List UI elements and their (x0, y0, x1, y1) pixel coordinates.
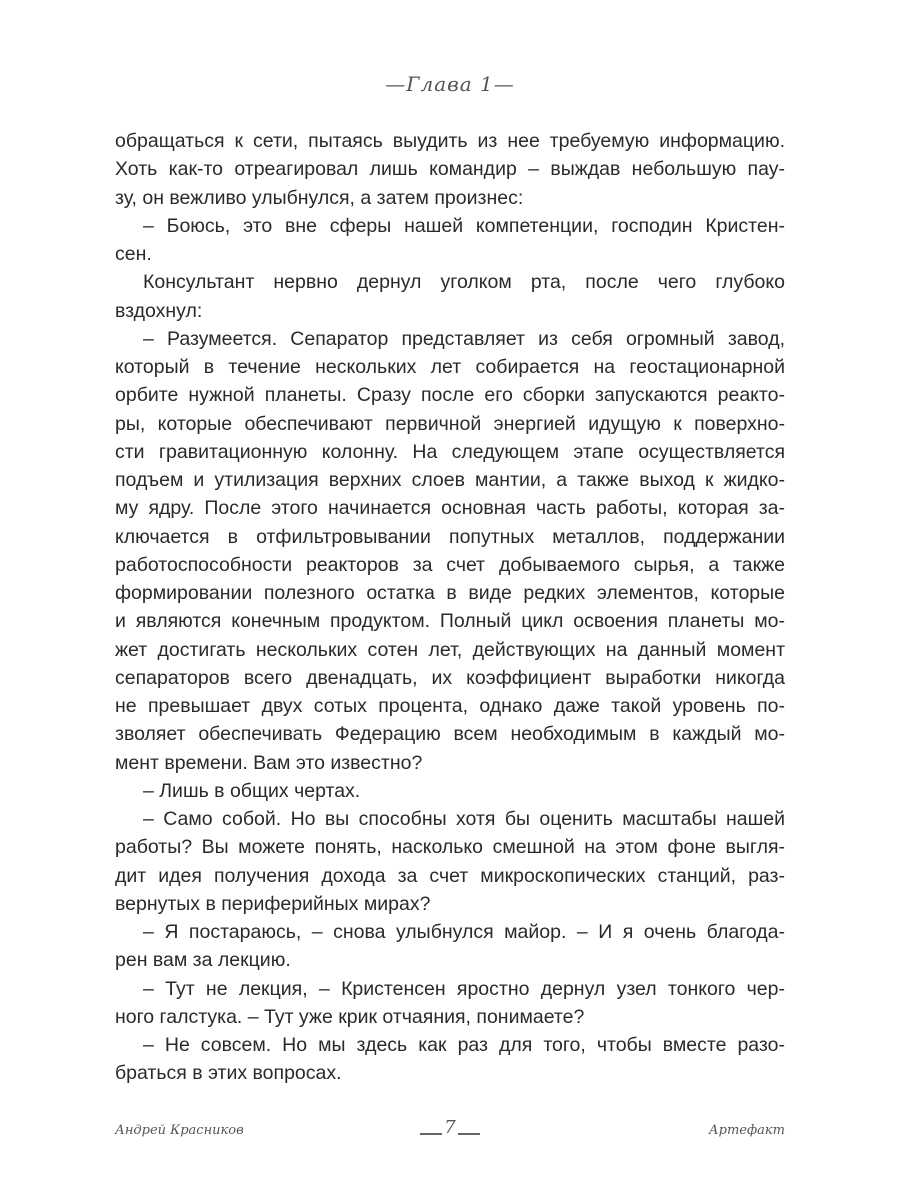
text-line: обращаться к сети, пытаясь выудить из нее требуемую информацию. (115, 130, 785, 152)
page-footer (115, 1117, 785, 1147)
text-line: – Разумеется. Сепаратор представляет из себя огромный завод, (143, 327, 785, 350)
text-line: подъем и утилизация верхних слоев мантии, а также выход к жидко- (115, 469, 785, 491)
text-line: и являются конечным продуктом. Полный цикл освоения планеты мо- (115, 610, 785, 633)
text-line: – Тут не лекция, – Кристенсен яростно дернул узел тонкого чер- (143, 977, 785, 1000)
footer-page-number (115, 1117, 785, 1138)
text-line: работы? Вы можете понять, насколько смешной на этом фоне выгля- (115, 836, 785, 859)
text-line: не превышает двух сотых процента, однако даже такой уровень по- (115, 695, 785, 717)
text-line: который в течение нескольких лет собирается на геостационарной (115, 356, 785, 378)
text-line: мент времени. Вам это известно? (115, 751, 423, 774)
text-line: ключается в отфильтровывании попутных металлов, поддержании (115, 525, 785, 548)
text-line: сепараторов всего двенадцать, их коэффициент выработки никогда (115, 666, 785, 689)
text-line: – Не совсем. Но мы здесь как раз для того, чтобы вместе разо- (143, 1034, 785, 1056)
text-line: вернутых в периферийных мирах? (115, 892, 431, 915)
text-line: дит идея получения дохода за счет микроскопических станций, раз- (115, 864, 785, 887)
footer-author: Андрей Красников (115, 1123, 244, 1138)
text-line: – Само собой. Но вы способны хотя бы оценить масштабы нашей (143, 808, 785, 830)
text-line: вздохнул: (115, 299, 203, 322)
text-line: – Я постараюсь, – снова улыбнулся майор. – И я очень благода- (143, 921, 785, 943)
text-line: формировании полезного остатка в виде редких элементов, которые (115, 582, 785, 604)
text-line: му ядру. После этого начинается основная часть работы, которая за- (115, 497, 785, 520)
text-line: ного галстука. – Тут уже крик отчаяния, понимаете? (115, 1005, 585, 1028)
text-line: орбите нужной планеты. Сразу после его сборки запускаются реакто- (115, 384, 785, 407)
text-line: зу, он вежливо улыбнулся, а затем произнес: (115, 186, 524, 209)
text-line: работоспособности реакторов за счет добываемого сырья, а также (115, 553, 785, 576)
text-line: сти гравитационную колонну. На следующем этапе осуществляется (115, 440, 785, 463)
text-line: Консультант нервно дернул уголком рта, после чего глубоко (143, 271, 785, 294)
page-number-right-rule (458, 1133, 480, 1135)
footer-book-title: Артефакт (708, 1123, 785, 1138)
chapter-header: —Глава 1— (385, 72, 515, 96)
text-line: – Боюсь, это вне сферы нашей компетенции, господин Кристен- (143, 214, 785, 237)
text-line: сен. (115, 243, 152, 265)
page-number-left-rule (420, 1133, 442, 1135)
text-line: – Лишь в общих чертах. (143, 779, 361, 802)
text-line: браться в этих вопросах. (115, 1062, 342, 1085)
text-line: рен вам за лекцию. (115, 949, 291, 972)
text-line: ры, которые обеспечивают первичной энергией идущую к поверхно- (115, 412, 785, 435)
page-body-text (115, 127, 785, 1088)
text-line: Хоть как-то отреагировал лишь командир – выждав небольшую пау- (115, 158, 785, 181)
page-number: 7 (444, 1117, 456, 1138)
text-line: жет достигать нескольких сотен лет, действующих на данный момент (115, 638, 785, 661)
text-line: зволяет обеспечивать Федерацию всем необходимым в каждый мо- (115, 723, 785, 746)
